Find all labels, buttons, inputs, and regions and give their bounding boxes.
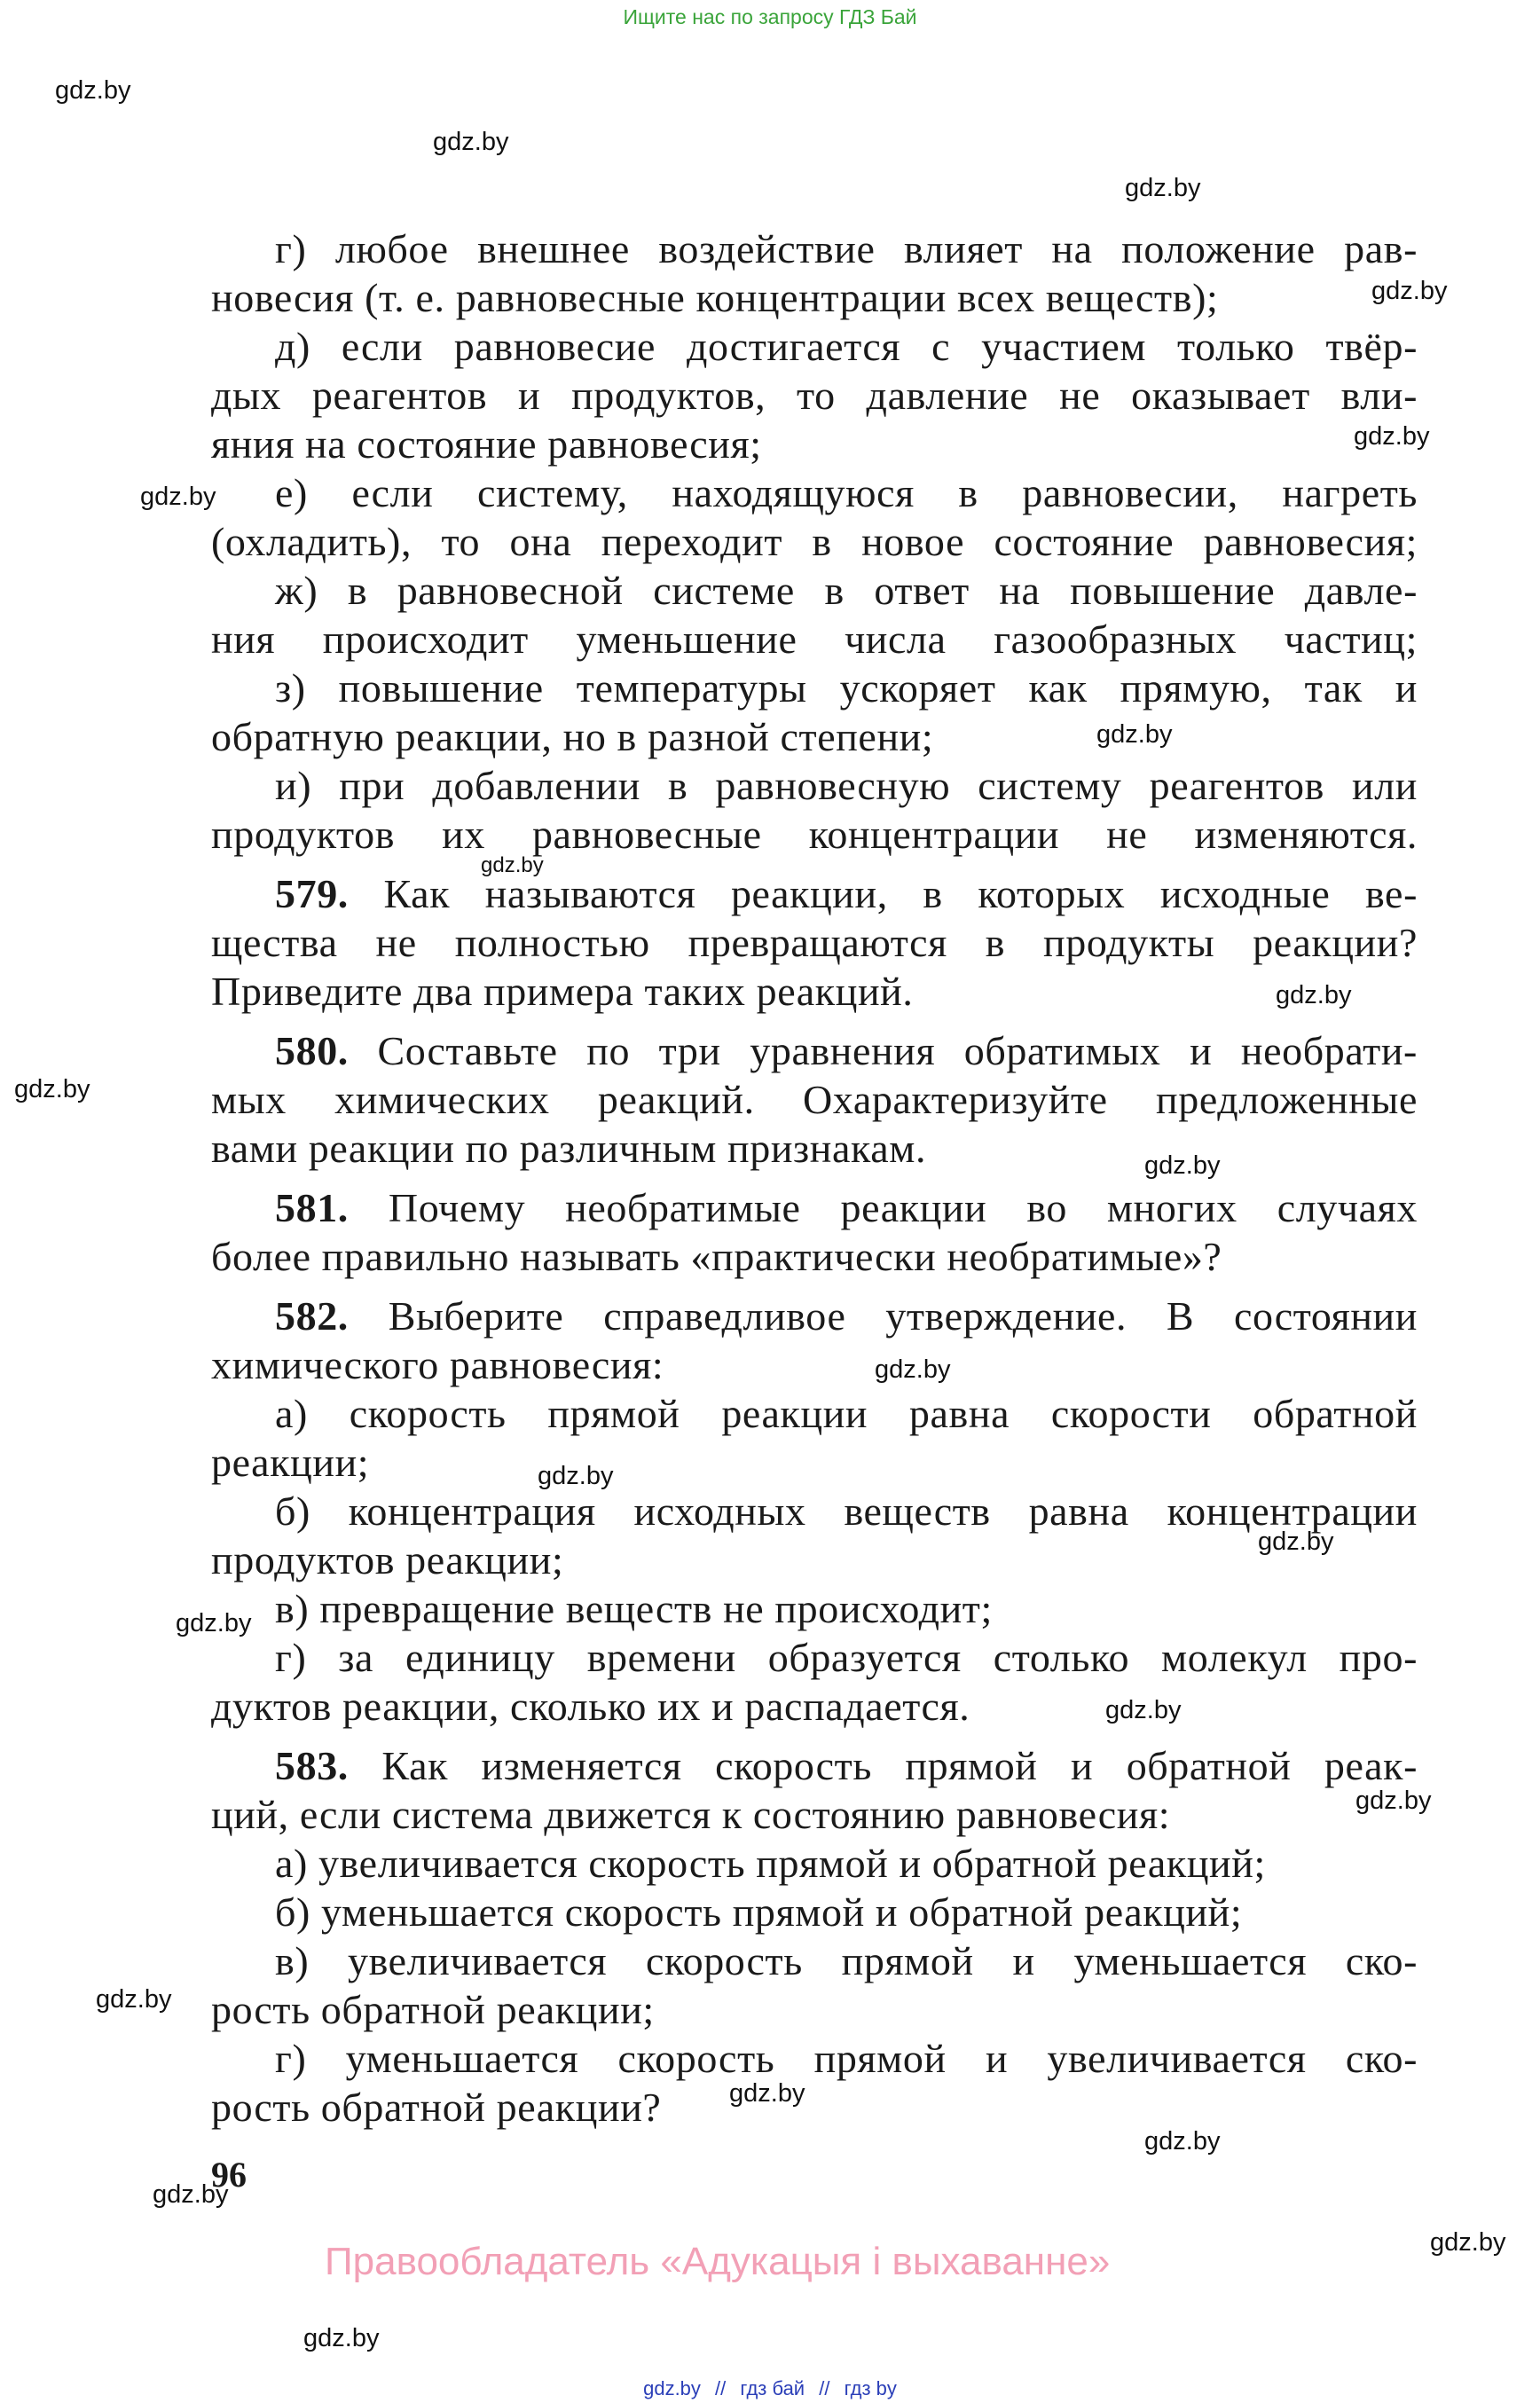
text-line: ния происходит уменьшение числа газообразных частиц;	[211, 616, 1418, 662]
footer-link-gdz-bai[interactable]: гдз бай	[740, 2377, 805, 2399]
text-line: г) любое внешнее воздействие влияет на положение рав-	[275, 226, 1418, 271]
watermark: gdz.by	[1276, 981, 1352, 1009]
page-number: 96	[211, 2155, 247, 2195]
text-line: продуктов реакции;	[211, 1537, 564, 1582]
watermark: gdz.by	[176, 1609, 252, 1637]
footer-separator: //	[715, 2377, 727, 2399]
text-line: обратную реакции, но в разной степени;	[211, 714, 934, 759]
copyright-notice: Правообладатель «Адукацыя і выхаванне»	[325, 2240, 1111, 2283]
text-line: д) если равновесие достигается с участием только твёр-	[275, 324, 1418, 369]
text-line: в) увеличивается скорость прямой и уменьшается ско-	[275, 1938, 1418, 1983]
watermark: gdz.by	[875, 1355, 951, 1384]
top-banner: Ищите нас по запросу ГДЗ Бай	[623, 5, 917, 28]
text-line: а) увеличивается скорость прямой и обратной реакций;	[275, 1841, 1266, 1886]
text-line: а) скорость прямой реакции равна скорости обратной	[275, 1391, 1418, 1436]
task-583-line: 583. Как изменяется скорость прямой и обратной реак-	[275, 1743, 1418, 1788]
watermark: gdz.by	[1144, 2127, 1221, 2156]
watermark: gdz.by	[1125, 174, 1201, 202]
watermark: gdz.by	[1371, 277, 1448, 305]
watermark: gdz.by	[1096, 720, 1173, 749]
text-line: продуктов их равновесные концентрации не изменяются.	[211, 812, 1418, 857]
text-line: более правильно называть «практически необратимые»?	[211, 1234, 1222, 1279]
task-581-line: 581. Почему необратимые реакции во многих случаях	[275, 1185, 1418, 1230]
text-line: ций, если система движется к состоянию равновесия:	[211, 1792, 1171, 1837]
text-line: химического равновесия:	[211, 1342, 664, 1387]
watermark: gdz.by	[729, 2079, 805, 2108]
watermark: gdz.by	[1105, 1696, 1182, 1724]
task-579-line: 579. Как называются реакции, в которых исходные ве-	[275, 871, 1418, 916]
text-line: з) повышение температуры ускоряет как прямую, так и	[275, 665, 1418, 711]
text-line: новесия (т. е. равновесные концентрации всех веществ);	[211, 275, 1219, 320]
text-line: вами реакции по различным признакам.	[211, 1126, 927, 1171]
watermark: gdz.by	[481, 853, 544, 877]
task-number: 580.	[275, 1028, 349, 1073]
text-line: дых реагентов и продуктов, то давление не оказывает вли-	[211, 373, 1418, 418]
text-line: яния на состояние равновесия;	[211, 421, 762, 467]
text-line: Приведите два примера таких реакций.	[211, 969, 914, 1014]
footer-separator: //	[819, 2377, 830, 2399]
text-line: б) концентрация исходных веществ равна концентрации	[275, 1488, 1418, 1534]
text-line: реакции;	[211, 1440, 370, 1485]
text-line: дуктов реакции, сколько их и распадается.	[211, 1684, 970, 1729]
text-line: г) уменьшается скорость прямой и увеличивается ско-	[275, 2036, 1418, 2081]
watermark: gdz.by	[1354, 422, 1430, 451]
watermark: gdz.by	[1430, 2228, 1506, 2257]
text-line: рость обратной реакции?	[211, 2085, 662, 2130]
watermark: gdz.by	[55, 76, 131, 105]
watermark: gdz.by	[96, 1985, 172, 2014]
watermark: gdz.by	[433, 128, 509, 156]
text-line: ж) в равновесной системе в ответ на повышение давле-	[275, 568, 1418, 613]
watermark: gdz.by	[153, 2180, 229, 2209]
footer-links	[0, 2377, 1540, 2400]
task-number: 582.	[275, 1293, 349, 1339]
task-number: 581.	[275, 1185, 349, 1230]
watermark: gdz.by	[538, 1462, 614, 1490]
text-line: б) уменьшается скорость прямой и обратной реакций;	[275, 1889, 1243, 1935]
task-582-line: 582. Выберите справедливое утверждение. В состоянии	[275, 1293, 1418, 1339]
text-line: в) превращение веществ не происходит;	[275, 1586, 993, 1631]
task-number: 583.	[275, 1743, 349, 1788]
watermark: gdz.by	[1144, 1151, 1221, 1180]
footer-link-gdz-by-cyr[interactable]: гдз by	[844, 2377, 897, 2399]
watermark: gdz.by	[14, 1075, 90, 1103]
task-number: 579.	[275, 871, 349, 916]
text-line: (охладить), то она переходит в новое состояние равновесия;	[211, 519, 1418, 564]
text-line: щества не полностью превращаются в продукты реакции?	[211, 920, 1418, 965]
text-line: и) при добавлении в равновесную систему реагентов или	[275, 763, 1418, 808]
task-580-line: 580. Составьте по три уравнения обратимых и необрати-	[275, 1028, 1418, 1073]
text-line: г) за единицу времени образуется столько молекул про-	[275, 1635, 1418, 1680]
watermark: gdz.by	[1258, 1527, 1334, 1556]
footer-link-gdz-by[interactable]: gdz.by	[643, 2377, 701, 2399]
text-line: е) если систему, находящуюся в равновесии, нагреть	[275, 470, 1418, 515]
watermark: gdz.by	[303, 2324, 380, 2352]
text-line: рость обратной реакции;	[211, 1987, 655, 2032]
watermark: gdz.by	[1355, 1787, 1432, 1815]
watermark: gdz.by	[140, 483, 216, 511]
text-line: мых химических реакций. Охарактеризуйте предложенные	[211, 1077, 1418, 1122]
